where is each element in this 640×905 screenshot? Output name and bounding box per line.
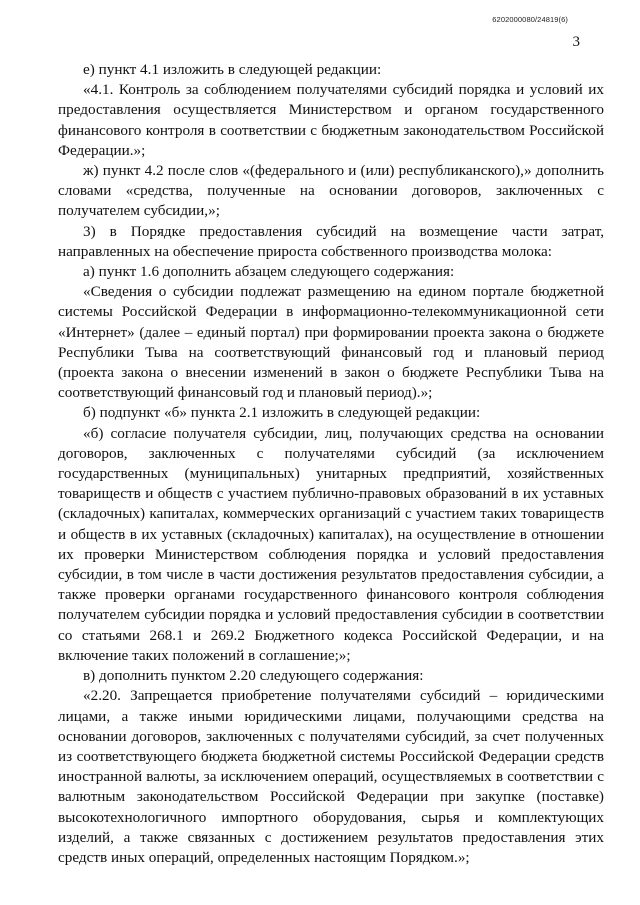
paragraph-b: б) подпункт «б» пункта 2.1 изложить в следующей редакции: <box>83 404 481 422</box>
paragraph-zh: ж) пункт 4.2 после слов «(федерального и (или) республиканского),» дополнить словами «средства, полученные на основании договоров, заключенных с получателем субсидии,»; <box>58 162 604 220</box>
paragraph-quote-2-20: «2.20. Запрещается приобретение получателями субсидий – юридическими лицами, а также иными юридическими лицами, получающими средства на основании договоров, заключенных с получателями субсидий, за счет полученных из соответствующего бюджета бюджетной системы Российской Федерации средств иностранной валюты, за исключением операций, осуществляемых в соответствии с валютным законодательством Российской Федерации при закупке (поставке) высокотехнологичного импортного оборудования, сырья и комплектующих изделий, а также связанных с достижением результатов предоставления этих средств иных операций, определенных настоящим Порядком.»; <box>58 687 604 866</box>
paragraph-v: в) дополнить пунктом 2.20 следующего содержания: <box>83 667 424 685</box>
paragraph-a: а) пункт 1.6 дополнить абзацем следующего содержания: <box>83 263 455 281</box>
paragraph-quote-b: «б) согласие получателя субсидии, лиц, получающих средства на основании договоров, заключенных с получателями субсидий (за исключением государственных (муниципальных) унитарных предприятий, хозяйственных товариществ и обществ с участием публично-правовых образований в их уставных (складочных) капиталах, коммерческих организаций с участием таких товариществ и обществ в их уставных (складочных) капиталах), на осуществление в отношении их проверки Министерством соблюдения порядка и условий предоставления субсидии, в том числе в части достижения результатов предоставления субсидии, а также проверки органами государственного финансового контроля соблюдения получателем субсидии порядка и условий предоставления субсидии в соответствии со статьями 268.1 и 269.2 Бюджетного кодекса Российской Федерации, и на включение таких положений в соглашение;»; <box>58 424 604 664</box>
page-number: 3 <box>572 34 580 50</box>
document-body <box>58 60 604 868</box>
paragraph-quote-4-1: «4.1. Контроль за соблюдением получателями субсидий порядка и условий их предоставления осуществляется Министерством и органом государственного финансового контроля в соответствии с бюджетным законодательством Российской Федерации.»; <box>58 81 604 159</box>
paragraph-3: 3) в Порядке предоставления субсидий на возмещение части затрат, направленных на обеспечение прироста собственного производства молока: <box>58 222 604 260</box>
document-code: 6202000080/24819(6) <box>492 15 568 24</box>
paragraph-quote-info: «Сведения о субсидии подлежат размещению на едином портале бюджетной системы Российской Федерации в информационно-телекоммуникационной сети «Интернет» (далее – единый портал) при формировании проекта закона о бюджете Республики Тыва на соответствующий финансовый год и плановый период (проекта закона о внесении изменений в закон о бюджете Республики Тыва на соответствующий финансовый год и плановый период).»; <box>58 283 604 402</box>
paragraph-e: е) пункт 4.1 изложить в следующей редакции: <box>83 61 382 78</box>
